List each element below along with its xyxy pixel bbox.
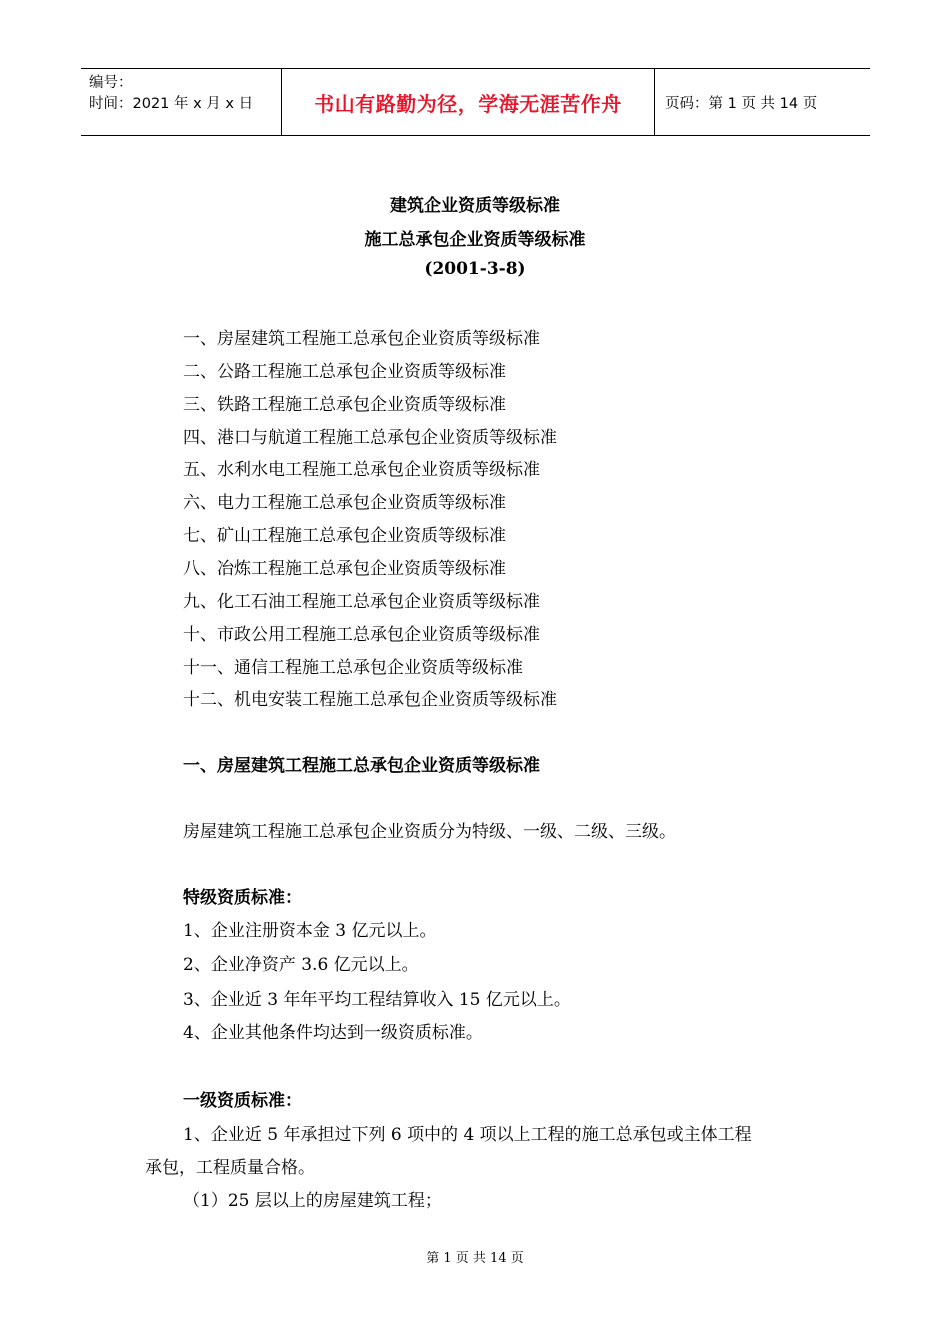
toc-item: 二、公路工程施工总承包企业资质等级标准 [183,362,506,382]
first-sub-item: （1）25 层以上的房屋建筑工程； [183,1191,442,1211]
first-grade-heading: 一级资质标准： [183,1091,302,1111]
toc-item: 十二、机电安装工程施工总承包企业资质等级标准 [183,690,557,710]
toc-item: 十、市政公用工程施工总承包企业资质等级标准 [183,625,540,645]
first-item: 1、企业近 5 年承担过下列 6 项中的 4 项以上工程的施工总承包或主体工程 [183,1125,752,1145]
page-footer: 第 1 页 共 14 页 [426,1251,524,1266]
header-meta-cell [81,69,282,135]
toc-item: 七、矿山工程施工总承包企业资质等级标准 [183,526,506,546]
time-label: 时间：2021 年 x 月 x 日 [89,96,254,112]
toc-item: 五、水利水电工程施工总承包企业资质等级标准 [183,460,540,480]
section-heading: 一、房屋建筑工程施工总承包企业资质等级标准 [183,756,540,776]
special-item: 2、企业净资产 3.6 亿元以上。 [183,955,419,975]
first-item-continuation: 承包，工程质量合格。 [145,1158,315,1178]
motto: 书山有路勤为径，学海无涯苦作舟 [282,69,655,135]
toc-item: 四、港口与航道工程施工总承包企业资质等级标准 [183,428,557,448]
toc-item: 十一、通信工程施工总承包企业资质等级标准 [183,658,523,678]
special-item: 4、企业其他条件均达到一级资质标准。 [183,1023,483,1043]
doc-subtitle: 施工总承包企业资质等级标准 [364,230,586,250]
page-info: 页码：第 1 页 共 14 页 [665,95,818,112]
toc-item: 九、化工石油工程施工总承包企业资质等级标准 [183,592,540,612]
special-item: 3、企业近 3 年年平均工程结算收入 15 亿元以上。 [183,990,571,1010]
header-table [81,68,870,136]
section-intro: 房屋建筑工程施工总承包企业资质分为特级、一级、二级、三级。 [183,822,676,842]
special-item: 1、企业注册资本金 3 亿元以上。 [183,921,437,941]
number-label: 编号： [89,75,133,91]
toc-item: 一、房屋建筑工程施工总承包企业资质等级标准 [183,329,540,349]
toc-item: 三、铁路工程施工总承包企业资质等级标准 [183,395,506,415]
doc-date: (2001-3-8) [424,259,526,279]
toc-item: 八、冶炼工程施工总承包企业资质等级标准 [183,559,506,579]
toc-item: 六、电力工程施工总承包企业资质等级标准 [183,493,506,513]
special-grade-heading: 特级资质标准： [183,888,302,908]
doc-title: 建筑企业资质等级标准 [390,196,560,216]
